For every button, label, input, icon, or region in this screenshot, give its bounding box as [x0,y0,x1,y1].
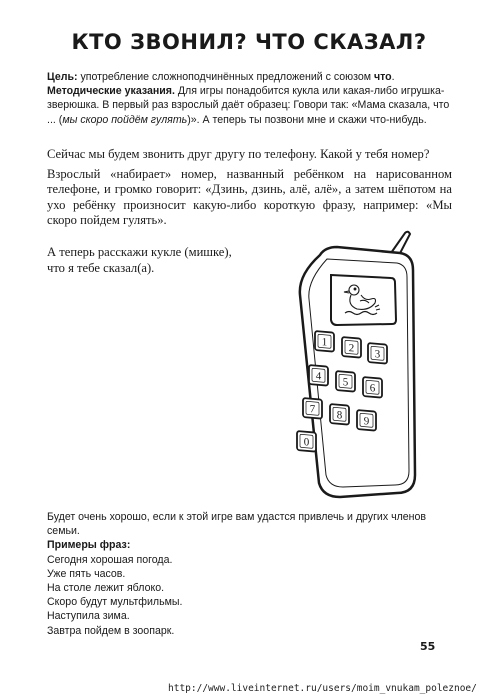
question-text [47,245,277,276]
phone-key-6 [363,377,382,398]
phone-key-label: 8 [336,409,343,422]
goal-end: . [391,71,395,83]
phone-key-label: 5 [342,376,349,389]
list-item: Наступила зима. [47,610,130,623]
phone-key-4 [309,365,328,386]
goal-paragraph [47,70,452,84]
bottom-section [47,510,452,638]
goal-text: употребление сложноподчинённых предложений с союзом [77,71,374,83]
guide-label: Методические указания. [47,85,175,98]
goal-label: Цель: [47,71,78,83]
story-paragraph-2: Взрослый «набирает» номер, названный ребёнком на нарисованном телефоне, и громко говорит: «Дзинь, дзинь, алё, алё», а затем шёпотом на ухо ребёнку произносит какую-либо короткую фразу, например: «Мы скоро пойдем гулять». [47,166,452,228]
list-item: На столе лежит яблоко. [47,582,165,595]
phone-key-label: 0 [303,436,310,449]
phone-key-label: 6 [369,382,376,395]
phone-key-8 [330,404,349,425]
guide-paragraph [47,84,452,127]
story-text [47,147,452,233]
phone-key-0 [297,431,316,452]
phone-key-label: 2 [348,342,355,355]
phone-key-label: 9 [363,415,370,428]
phone-screen [331,275,396,325]
phone-key-label: 3 [374,348,381,361]
story-paragraph-1: Сейчас мы будем звонить друг другу по телефону. Какой у тебя номер? [47,147,430,161]
phone-key-7 [303,398,322,419]
phone-key-2 [342,337,361,358]
phone-key-5 [336,371,355,392]
list-item: Скоро будут мультфильмы. [47,596,183,609]
phone-key-1 [315,331,334,352]
method-instructions [47,70,452,127]
page-number: 55 [420,640,436,653]
list-item: Уже пять часов. [47,567,126,580]
guide-italic: мы скоро пойдём гулять [62,113,188,126]
phone-key-label: 1 [321,336,328,349]
phone-key-label: 7 [309,403,316,416]
phone-illustration [265,225,450,505]
question-line-2: что я тебе сказал(а). [47,260,155,275]
phone-drawing [265,225,450,505]
examples-list [47,553,452,638]
list-item: Завтра пойдем в зоопарк. [47,624,175,637]
guide-text: Для игры понадобится кукла или какая-либо игрушка-зверюшка. В первый раз взрослый даёт образец: Говори так: «Мама сказала, что ... ( [47,85,450,126]
goal-keyword: что [373,71,392,83]
page-title: КТО ЗВОНИЛ? ЧТО СКАЗАЛ? [71,30,427,54]
phone-key-9 [357,410,376,431]
guide-after: )». А теперь ты позвони мне и скажи что-нибудь. [187,113,427,126]
footer-url: http://www.liveinternet.ru/users/moim_vnukam_poleznoe/ [168,683,477,694]
phone-key-3 [368,343,387,364]
question-line-1: А теперь расскажи кукле (мишке), [47,245,232,259]
bottom-intro: Будет очень хорошо, если к этой игре вам удастся привлечь и других членов семьи. [47,511,427,538]
phone-key-label: 4 [315,370,322,383]
list-item: Сегодня хорошая погода. [47,553,173,566]
examples-title: Примеры фраз: [47,539,131,552]
